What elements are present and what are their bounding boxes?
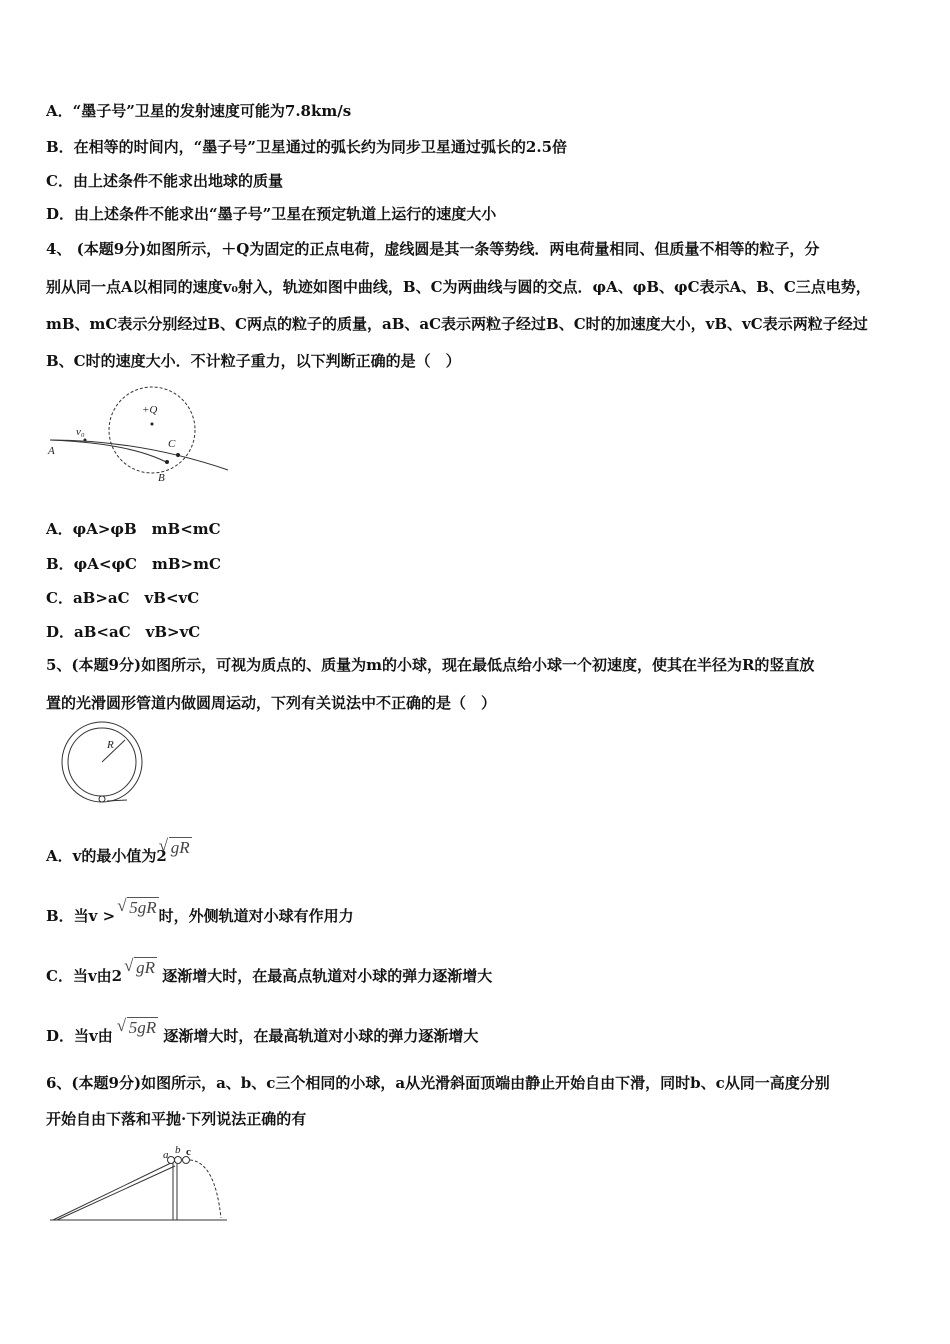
q5-figure (55, 720, 155, 810)
q6-figure (45, 1138, 235, 1228)
q4-stem-line-2: 别从同一点A以相同的速度v₀射入，轨迹如图中曲线，B、C为两曲线与圆的交点．φA、φB、φC表示A、B、C三点电势， (46, 278, 871, 296)
q3-option-d: D．由上述条件不能求出“墨子号”卫星在预定轨道上运行的速度大小 (46, 205, 497, 223)
label-b: b (175, 1144, 181, 1156)
label-c: c (186, 1146, 191, 1158)
label-v0: v₀ (76, 426, 85, 438)
q4-option-a: A．φA>φB mB<mC (46, 520, 221, 538)
q3-option-c: C．由上述条件不能求出地球的质量 (46, 172, 283, 190)
label-c: C (168, 438, 176, 450)
q4-figure (40, 385, 240, 490)
label-r: R (107, 739, 114, 751)
q4-stem-line-4: B、C时的速度大小．不计粒子重力，以下判断正确的是（ ） (46, 352, 461, 370)
q5-option-d: D．当v由√ 5gR 逐渐增大时，在最高轨道对小球的弹力逐渐增大 (46, 1026, 478, 1046)
label-a: a (163, 1149, 169, 1161)
q4-stem-line-1: 4、 (本题9分)如图所示，＋Q为固定的正点电荷，虚线圆是其一条等势线．两电荷量相同、但质量不相等的粒子，分 (46, 240, 820, 258)
q3-option-b: B．在相等的时间内，“墨子号”卫星通过的弧长约为同步卫星通过弧长的2.5倍 (46, 138, 568, 156)
q4-option-c: C．aB>aC vB<vC (46, 589, 200, 607)
q5-option-a: A．v的最小值为2√ gR (46, 846, 192, 866)
q4-stem-line-3: mB、mC表示分别经过B、C两点的粒子的质量，aB、aC表示两粒子经过B、C时的加速度大小，vB、vC表示两粒子经过 (46, 315, 868, 333)
q5-option-b: B．当v >√ 5gR 时，外侧轨道对小球有作用力 (46, 906, 354, 926)
q4-option-b: B．φA<φC mB>mC (46, 555, 221, 573)
q4-option-d: D．aB<aC vB>vC (46, 623, 201, 641)
label-b: B (158, 472, 165, 484)
q5-stem-line-2: 置的光滑圆形管道内做圆周运动，下列有关说法中不正确的是（ ） (46, 694, 497, 712)
label-a: A (48, 445, 55, 457)
label-q: +Q (142, 404, 158, 416)
q5-stem-line-1: 5、(本题9分)如图所示，可视为质点的、质量为m的小球，现在最低点给小球一个初速度，使其在半径为R的竖直放 (46, 656, 815, 674)
q5-option-c: C．当v由2√ gR 逐渐增大时，在最高点轨道对小球的弹力逐渐增大 (46, 966, 492, 986)
q6-stem-line-2: 开始自由下落和平抛·下列说法正确的有 (46, 1110, 307, 1128)
q6-stem-line-1: 6、(本题9分)如图所示，a、b、c三个相同的小球，a从光滑斜面顶端由静止开始自由下滑，同时b、c从同一高度分别 (46, 1074, 830, 1092)
q3-option-a: A．“墨子号”卫星的发射速度可能为7.8km/s (46, 102, 352, 120)
